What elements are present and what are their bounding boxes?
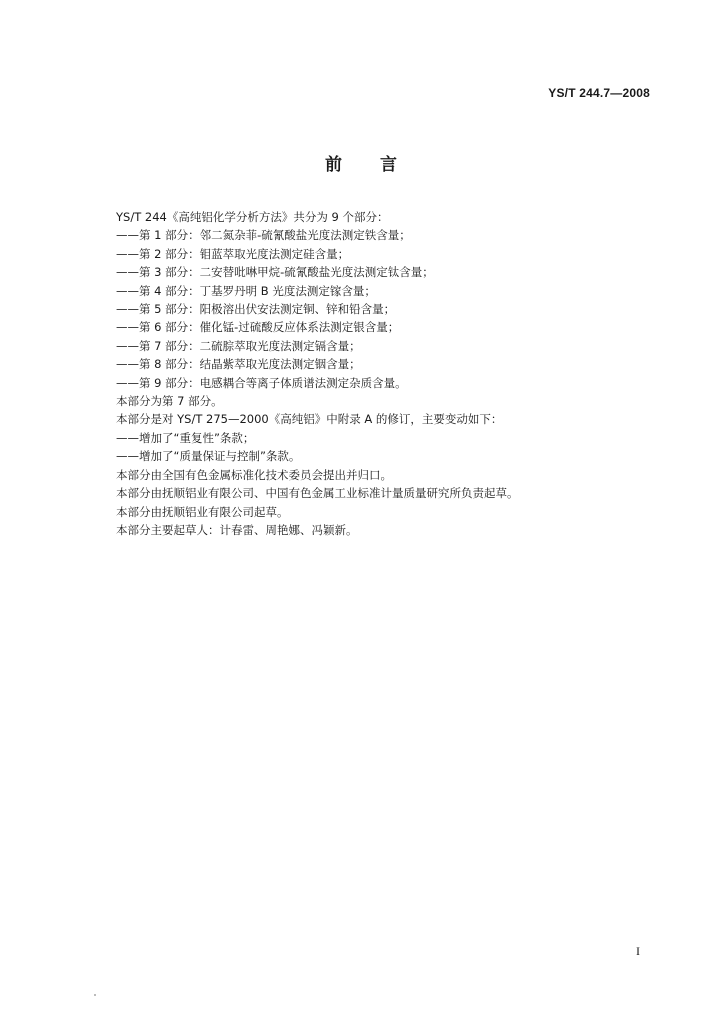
foreword-line: 本部分由抚顺铝业有限公司、中国有色金属工业标准计量质量研究所负责起草。: [116, 486, 519, 501]
page-title: 前言: [325, 155, 435, 175]
foreword-line: ——第 5 部分：阳极溶出伏安法测定铜、锌和铅含量；: [116, 302, 396, 317]
foreword-line: 本部分主要起草人：计春雷、周艳娜、冯颖新。: [116, 522, 358, 537]
foreword-body: [116, 208, 616, 539]
foreword-line: 本部分由全国有色金属标准化技术委员会提出并归口。: [116, 467, 392, 482]
foreword-line: ——第 1 部分：邻二氮杂菲-硫氰酸盐光度法测定铁含量；: [116, 228, 411, 243]
page-number: I: [636, 944, 640, 958]
scan-speck: [94, 994, 96, 996]
foreword-line: ——第 8 部分：结晶紫萃取光度法测定铟含量；: [116, 357, 361, 372]
foreword-line: ——第 4 部分：丁基罗丹明 B 光度法测定镓含量；: [116, 283, 376, 298]
foreword-line: 本部分是对 YS/T 275—2000《高纯铝》中附录 A 的修订，主要变动如下：: [116, 412, 503, 427]
foreword-line: ——第 6 部分：催化锰-过硫酸反应体系法测定银含量；: [116, 320, 400, 335]
foreword-line: ——第 7 部分：二硫腙萃取光度法测定镉含量；: [116, 338, 361, 353]
foreword-line: ——第 3 部分：二安替吡啉甲烷-硫氰酸盐光度法测定钛含量；: [116, 265, 434, 280]
foreword-line: YS/T 244《高纯铝化学分析方法》共分为 9 个部分：: [116, 210, 389, 224]
foreword-line: ——第 2 部分：钼蓝萃取光度法测定硅含量；: [116, 246, 350, 261]
foreword-line: ——第 9 部分：电感耦合等离子体质谱法测定杂质含量。: [116, 375, 407, 390]
foreword-line: 本部分为第 7 部分。: [116, 394, 223, 409]
foreword-line: ——增加了“质量保证与控制”条款。: [116, 449, 301, 464]
document-code: YS/T 244.7—2008: [548, 86, 650, 100]
foreword-line: 本部分由抚顺铝业有限公司起草。: [116, 504, 289, 519]
foreword-line: ——增加了“重复性”条款；: [116, 430, 255, 445]
